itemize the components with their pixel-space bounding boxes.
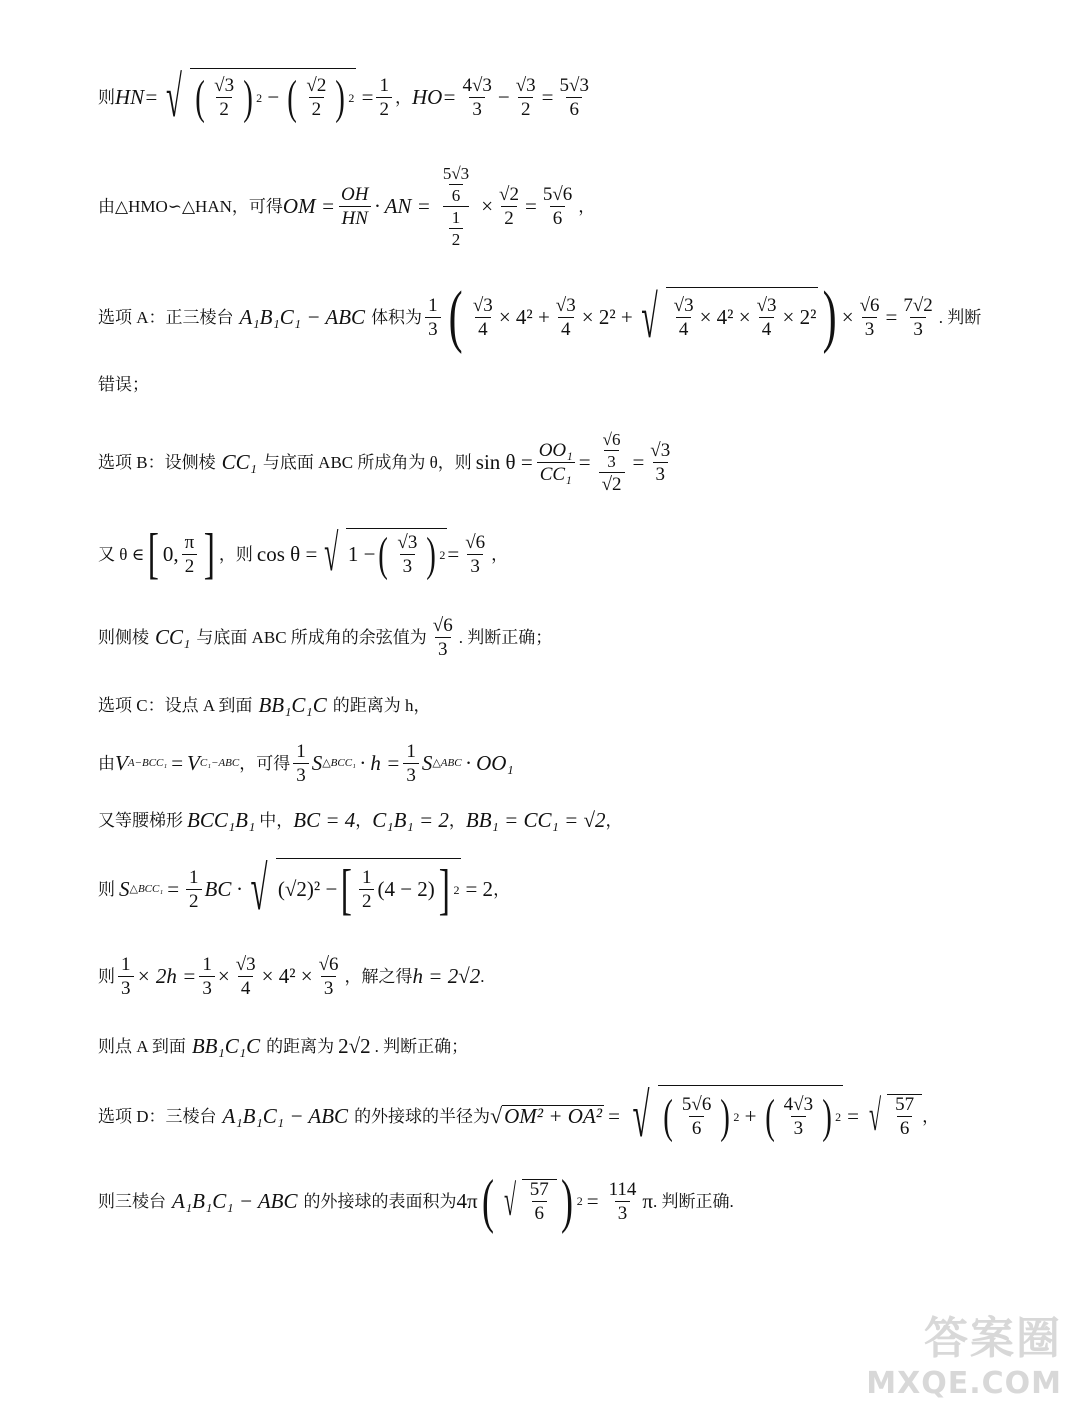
line-14-end: ，: [922, 1106, 940, 1126]
frac-den: 2: [182, 554, 198, 576]
frac-den: 2: [518, 97, 534, 119]
line-5-compound-frac: [594, 431, 630, 494]
line-5: [98, 410, 676, 514]
line-9-s1: S: [311, 750, 323, 775]
line-11-eq: =: [167, 876, 180, 901]
line-4-text: 错误；: [98, 374, 149, 394]
line-14-body: A₁B₁C₁ − ABC: [222, 1103, 349, 1128]
line-15: 则三棱台 A₁B₁C₁ − ABC 的外接球的表面积为 4π ( √ $\frac{57}{6}$ ) 2 = $\frac{114}{3}$ π . 判断正确.: [98, 1168, 734, 1234]
line-2-times: ×: [481, 193, 494, 218]
frac-den: 6: [566, 97, 582, 119]
line-15-eq: =: [586, 1188, 599, 1213]
line-13-face: BB₁C₁C: [191, 1033, 261, 1058]
frac-den: 3: [321, 976, 337, 998]
line-14-sqrt-c: √ $\frac{57}{6}$: [863, 1094, 922, 1138]
frac-num: 1: [451, 207, 461, 227]
frac-num: 114: [608, 1178, 637, 1200]
frac-num: √3: [472, 294, 493, 316]
line-11-sqrt: √ (√2)² − [ $\frac{1}{2}$ (4 − 2) ] 2: [250, 855, 460, 923]
line-1-hn: HN=: [115, 84, 159, 109]
line-13-val: 2√2: [338, 1033, 371, 1058]
frac-den: 2: [501, 206, 517, 228]
line-5-eq2: =: [632, 449, 645, 474]
line-12-end: .: [480, 966, 485, 986]
frac-num: 7√2: [903, 294, 933, 316]
line-9-h: · h =: [359, 750, 401, 775]
frac-num: 5√6: [542, 183, 573, 205]
line-6-eq: =: [447, 541, 460, 566]
line-2: [98, 150, 595, 262]
frac-num: 4√3: [783, 1094, 814, 1115]
frac-den: 2: [186, 889, 202, 911]
line-15-coef: 4π: [456, 1188, 478, 1213]
frac-den: √2: [599, 472, 625, 494]
line-6-interval: 0,: [162, 541, 179, 566]
line-3-eq: =: [885, 304, 898, 329]
frac-num: 1: [379, 74, 389, 96]
line-9-eq: =: [171, 750, 184, 775]
line-7-suffix: . 判断正确；: [458, 627, 553, 647]
line-6-prefix: 又 θ ∈: [98, 544, 145, 564]
line-3-suffix: . 判断: [938, 307, 982, 327]
watermark-url: MXQE.COM: [866, 1366, 1062, 1401]
line-14-mid: 的外接球的半径为: [354, 1106, 491, 1126]
line-10-mid: 中，: [259, 810, 294, 830]
frac-num: √3: [235, 953, 256, 975]
line-13: [98, 1032, 468, 1060]
line-8-face: BB₁C₁C: [258, 692, 327, 717]
frac-num: 1: [361, 867, 372, 888]
frac-num: 5√6: [681, 1094, 712, 1115]
frac-den: 6: [689, 1116, 705, 1138]
line-12-prefix: 则: [98, 966, 115, 986]
line-1-prefix: 则: [98, 87, 115, 107]
line-14-sqrt-a: √ OM² + OA²: [490, 1103, 603, 1128]
frac-num: √2: [306, 75, 327, 96]
line-2-end: ，: [578, 196, 596, 216]
frac-num: √3: [555, 294, 576, 316]
frac-den: 6: [449, 184, 464, 204]
line-11-bc: BC ·: [204, 876, 242, 901]
line-2-prefix: 由△HMO∽△HAN，可得: [98, 196, 283, 216]
line-9-v1: V: [115, 750, 128, 775]
line-3-r1r: × 4² ×: [699, 305, 751, 329]
line-8: [98, 692, 430, 718]
line-15-body: A₁B₁C₁ − ABC: [172, 1188, 298, 1213]
frac-den: 4: [759, 317, 775, 339]
line-8-suffix: 的距离为 h，: [332, 695, 431, 715]
frac-den: 3: [403, 763, 419, 785]
line-7-prefix: 则侧棱: [98, 627, 149, 647]
line-15-prefix: 则三棱台: [98, 1191, 166, 1211]
frac-den: 2: [309, 97, 325, 119]
frac-den: 3: [425, 317, 441, 339]
frac-den: 3: [791, 1116, 807, 1138]
line-3-r2r: × 2²: [782, 305, 817, 329]
line-12-a-rest: × 2h =: [136, 963, 197, 988]
frac-num: 5√3: [559, 74, 589, 96]
line-2-eq: =: [524, 193, 537, 218]
frac-num: √3: [673, 295, 694, 316]
line-3-t1r: × 4² +: [498, 304, 550, 329]
line-4: [98, 372, 149, 396]
frac-den: 6: [550, 206, 566, 228]
line-3-mid: 体积为: [371, 307, 423, 327]
line-3-prefix: 选项 A：正三棱台: [98, 307, 234, 327]
line-6-cos: cos θ =: [256, 541, 318, 566]
frac-num: 57: [529, 1179, 549, 1200]
line-3-t2r: × 2² +: [581, 304, 633, 329]
line-1-result: [376, 76, 392, 119]
frac-den: HN: [339, 206, 371, 228]
line-14-eq2: =: [847, 1103, 859, 1128]
line-5-prefix: 选项 B：设侧棱: [98, 452, 216, 472]
line-1-sqrt: √ ( $\frac{√3}{2}$ ) 2 − ( $\frac{√2}{2}$ ) 2: [166, 64, 355, 129]
frac-den: 2: [449, 228, 464, 248]
line-6-mid: ，则: [218, 544, 253, 564]
frac-den: 4: [475, 317, 491, 339]
line-9-s2-sub: △ABC: [432, 756, 462, 769]
frac-num: √6: [859, 294, 880, 316]
line-2-om: OM =: [282, 193, 335, 218]
line-2-an: · AN =: [374, 193, 431, 218]
line-15-suffix: . 判断正确.: [653, 1191, 734, 1211]
frac-num: 1: [189, 866, 199, 888]
frac-num: √6: [432, 614, 453, 636]
line-7-mid: 与底面 ABC 所成角的余弦值为: [196, 627, 427, 647]
line-6: 又 θ ∈ [ 0, $\frac{\pi}{2}$ ] ，则 cos θ = √ 1 − ( $\frac{√3}{3}$ ) 2 = $\frac{√6}{3}$ ，: [98, 523, 509, 585]
line-1-sep: ，: [394, 87, 412, 107]
frac-den: 3: [469, 97, 485, 119]
frac-num: √3: [756, 295, 777, 316]
line-2-compound-frac: [434, 165, 478, 248]
line-13-suffix: . 判断正确；: [374, 1036, 469, 1056]
line-14-rad: OM² + OA²: [504, 1104, 603, 1128]
frac-num: π: [184, 531, 195, 553]
line-6-sqrt: √ 1 − ( $\frac{√3}{3}$ ) 2: [324, 525, 446, 582]
line-5-mid: 与底面 ABC 所成角为 θ，则: [262, 452, 472, 472]
line-13-prefix: 则点 A 到面: [98, 1036, 186, 1056]
line-9-v2: V: [187, 750, 200, 775]
line-1: 则 HN= √ ( $\frac{√3}{2}$ ) 2 − ( $\frac{√2}{2}$ ) 2 = $\frac{1}{2}$ ， HO= $\frac{4√3}{3}$ − $\frac{√3}{2}$ = $\frac{5√3}{6}$: [98, 66, 595, 128]
line-6-one: 1 −: [347, 542, 376, 566]
line-9-v1-sub: A−BCC₁: [127, 756, 168, 769]
line-11: [98, 854, 510, 924]
frac-den: 2: [359, 889, 375, 911]
line-13-mid: 的距离为: [266, 1036, 335, 1056]
frac-num: √2: [499, 183, 519, 205]
frac-num: 1: [121, 953, 131, 975]
line-14-sqrt-b: √ ( $\frac{5√6}{6}$ ) 2 + ( $\frac{4√3}{3}$ ) 2: [632, 1082, 842, 1150]
line-10-sep2: ，: [448, 810, 466, 830]
line-15-sqrt: √ $\frac{57}{6}$: [498, 1179, 557, 1223]
line-1-ho: HO=: [411, 84, 457, 109]
line-5-sin: sin θ =: [475, 449, 533, 474]
line-9-prefix: 由: [98, 753, 115, 773]
frac-den: 3: [435, 637, 451, 659]
line-12-mid: ，解之得: [344, 966, 413, 986]
frac-den: 2: [216, 97, 232, 119]
frac-num: √6: [318, 953, 339, 975]
line-5-eq1: =: [578, 449, 591, 474]
line-3-body: A₁B₁C₁ − ABC: [239, 304, 366, 329]
line-15-mid: 的外接球的表面积为: [303, 1191, 457, 1211]
line-3: 选项 A：正三棱台 A₁B₁C₁ − ABC 体积为 $\frac{1}{3}$ ( $\frac{√3}{4}$ × 4² + $\frac{√3}{4}$ × 2² + √ $\frac{√3}{4}$ × 4² × $\frac{√3}{4}$ × 2² ) × $\frac{√6}{3}$ = $\frac{7√2}{3}$ . 判断: [98, 278, 982, 355]
frac-den: 4: [238, 976, 254, 998]
line-12-c-rest: × 4² ×: [261, 963, 313, 988]
frac-den: 3: [199, 976, 215, 998]
frac-den: 6: [532, 1201, 548, 1223]
watermark: [866, 1302, 1062, 1401]
line-11-s: S: [119, 876, 130, 901]
line-10-sep1: ，: [355, 810, 373, 830]
line-9-s1-sub: △BCC₁: [322, 756, 356, 769]
frac-den: 3: [400, 554, 416, 576]
frac-num: √3: [397, 532, 418, 553]
frac-den: 3: [615, 1201, 631, 1223]
frac-den: 4: [676, 317, 692, 339]
line-7: [98, 610, 552, 664]
line-9-oo: · OO₁: [465, 750, 514, 775]
frac-den: 3: [910, 317, 926, 339]
frac-num: 1: [296, 740, 306, 762]
frac-num: √3: [650, 439, 671, 461]
line-9-s2: S: [421, 750, 433, 775]
frac-num: √3: [214, 75, 235, 96]
frac-num: 4√3: [462, 74, 492, 96]
line-10-b: C₁B₁ = 2: [372, 807, 449, 832]
line-9: [98, 738, 514, 788]
frac-den: 3: [862, 317, 878, 339]
line-9-v2-sub: C₁−ABC: [199, 756, 240, 769]
frac-den: 3: [653, 462, 669, 484]
line-14-prefix: 选项 D：三棱台: [98, 1106, 217, 1126]
frac-den: 3: [293, 763, 309, 785]
line-6-end: ，: [491, 544, 509, 564]
line-3-after: ×: [841, 304, 854, 329]
frac-den: 4: [558, 317, 574, 339]
frac-num: 1: [202, 953, 212, 975]
frac-num: 1: [406, 740, 416, 762]
line-10-prefix: 又等腰梯形: [98, 810, 183, 830]
line-11-inner2: (4 − 2): [377, 877, 435, 901]
line-11-prefix: 则: [98, 879, 115, 899]
line-5-cc: CC₁: [221, 449, 257, 474]
frac-den: 3: [604, 450, 619, 470]
frac-num: √6: [465, 531, 486, 553]
line-11-s-sub: △BCC₁: [129, 882, 164, 895]
line-10-name: BCC₁B₁: [187, 807, 256, 832]
frac-num: OO₁: [538, 439, 573, 461]
line-10: [98, 806, 623, 834]
frac-den: 3: [467, 554, 483, 576]
line-10-a: BC = 4: [293, 807, 356, 832]
line-14-eq: =: [608, 1103, 620, 1128]
frac-num: √3: [515, 74, 536, 96]
line-10-c: BB₁ = CC₁ = √2: [465, 807, 606, 832]
line-7-cc: CC₁: [155, 624, 191, 649]
watermark-logo: 答案圈: [924, 1313, 1062, 1364]
line-12-b-rest: ×: [217, 963, 230, 988]
line-9-mid: ，可得: [239, 753, 291, 773]
line-10-end: ，: [605, 810, 623, 830]
line-11-inner1: (√2)² −: [277, 877, 338, 901]
line-12: [98, 946, 485, 1006]
line-11-res: = 2: [465, 876, 494, 901]
frac-den: CC₁: [537, 462, 575, 484]
frac-num: 5√3: [442, 163, 470, 183]
line-14: [98, 1080, 939, 1152]
frac-num: 1: [428, 294, 438, 316]
frac-num: 57: [895, 1094, 915, 1115]
line-12-res: h = 2√2: [412, 963, 481, 988]
frac-den: 6: [897, 1116, 913, 1138]
frac-num: OH: [341, 183, 369, 205]
frac-num: √6: [602, 429, 621, 449]
line-15-pi: π: [642, 1188, 654, 1213]
line-3-sqrt: √ $\frac{√3}{4}$ × 4² × $\frac{√3}{4}$ × 2²: [640, 284, 817, 350]
line-11-end: ，: [493, 879, 511, 899]
frac-den: 2: [376, 97, 392, 119]
line-8-prefix: 选项 C：设点 A 到面: [98, 695, 253, 715]
frac-den: 3: [118, 976, 134, 998]
